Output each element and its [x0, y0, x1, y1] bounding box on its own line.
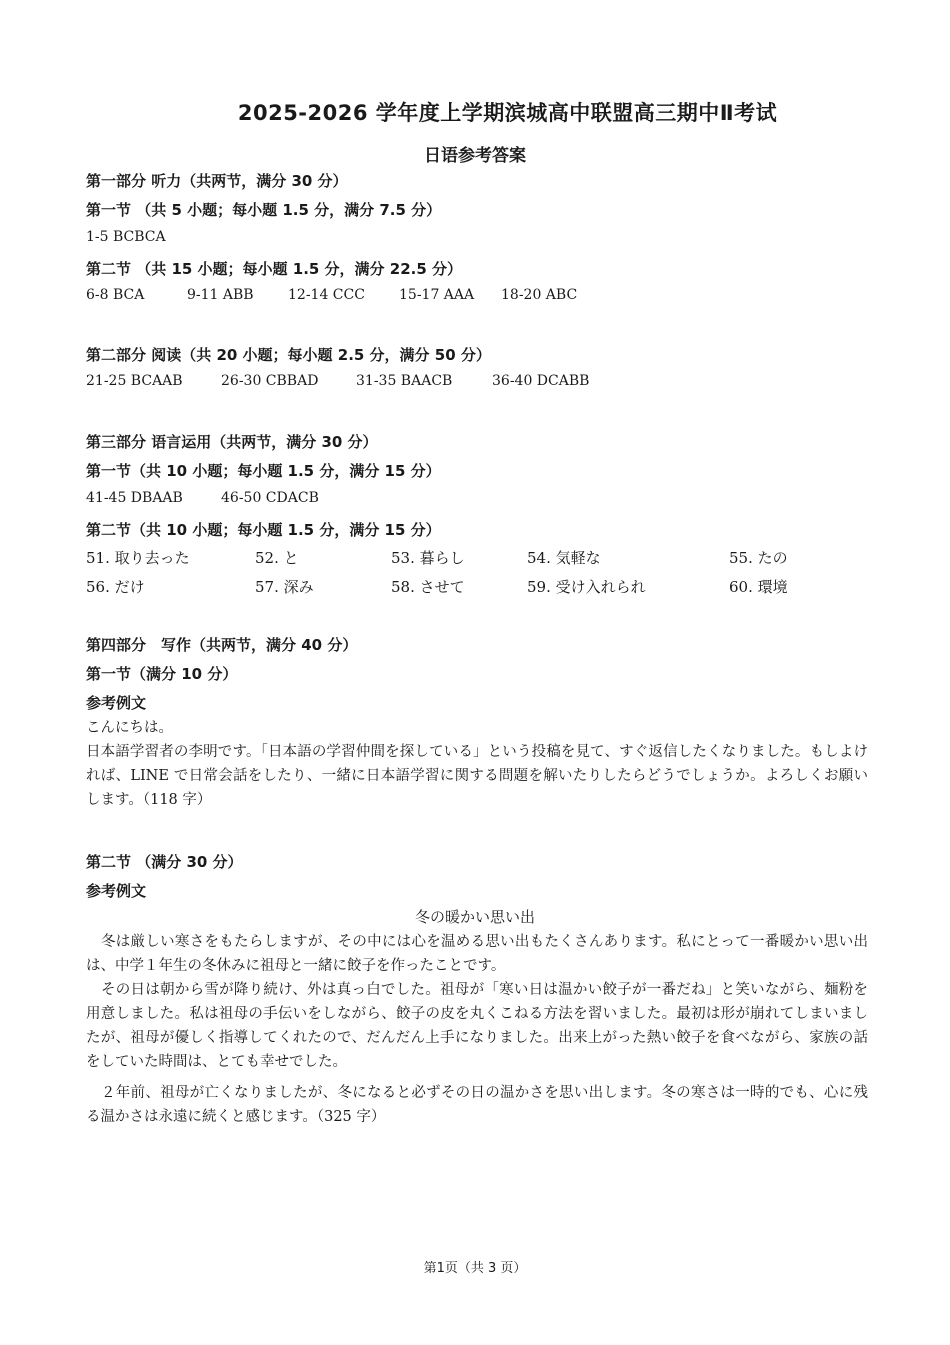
part2-answer: 26-30 CBBAD — [221, 373, 319, 389]
part4-heading: 第四部分 写作（共两节，满分 40 分） — [86, 636, 358, 654]
part3-sec2-heading: 第二节（共 10 小题；每小题 1.5 分，满分 15 分） — [86, 521, 441, 539]
part3-sec2-answer: 54. 気軽な — [527, 549, 601, 567]
page-subtitle: 日语参考答案 — [424, 146, 526, 166]
part4-sec1-body: 日本語学習者の李明です。「日本語の学習仲間を探している」という投稿を見て、すぐ返信したくなりました。もしよければ、LINE で日常会話をしたり、一緒に日本語学習に関する問題を解いたりしたらどうでしょうか。よろしくお願いします。（118 字） — [86, 744, 868, 808]
part1-sec2-answer: 15-17 AAA — [399, 287, 475, 303]
part3-sec2-answer: 55. たの — [729, 549, 788, 567]
part3-sec1-answer: 46-50 CDACB — [221, 490, 319, 506]
essay-paragraph: その日は朝から雪が降り続け、外は真っ白でした。祖母が「寒い日は温かい餃子が一番だね」と笑いながら、麺粉を用意しました。私は祖母の手伝いをしながら、餃子の皮を丸くこねる方法を習いました。最初は形が崩れてしまいましたが、祖母が優しく指導してくれたので、だんだん上手になりました。出来上がった熱い餃子を食べながら、家族の話をしていた時間は、とても幸せでした。 — [86, 982, 868, 1070]
page-title: 2025-2026 学年度上学期滨城高中联盟高三期中Ⅱ考试 — [237, 101, 778, 125]
part3-sec2-answer: 58. させて — [391, 578, 465, 596]
part1-sec2-answer: 18-20 ABC — [501, 287, 578, 303]
part3-sec2-answer: 53. 暮らし — [391, 549, 465, 567]
part3-sec2-answer: 59. 受け入れられ — [527, 578, 646, 596]
essay-paragraph: 冬は厳しい寒さをもたらしますが、その中には心を温める思い出もたくさんあります。私にとって一番暖かい思い出は、中学１年生の冬休みに祖母と一緒に餃子を作ったことです。 — [86, 934, 868, 974]
essay-paragraph: ２年前、祖母が亡くなりましたが、冬になると必ずその日の温かさを思い出します。冬の寒さは一時的でも、心に残る温かさは永遠に続くと感じます。（325 字） — [86, 1085, 868, 1125]
part3-sec2-answer: 60. 環境 — [729, 578, 788, 596]
page-footer: 第1页（共 3 页） — [423, 1261, 527, 1276]
part1-sec2-answer: 9-11 ABB — [187, 287, 254, 303]
essay-title: 冬の暖かい思い出 — [414, 908, 535, 926]
part3-heading: 第三部分 语言运用（共两节，满分 30 分） — [86, 433, 378, 451]
part2-answer: 36-40 DCABB — [492, 373, 590, 389]
part1-sec2-answer: 6-8 BCA — [86, 287, 145, 303]
part1-sec2-answer: 12-14 CCC — [288, 287, 365, 303]
part4-sec2-heading: 第二节 （满分 30 分） — [86, 853, 243, 871]
part3-sec2-answer: 56. だけ — [86, 578, 145, 596]
part2-heading: 第二部分 阅读（共 20 小题；每小题 2.5 分，满分 50 分） — [86, 346, 491, 364]
part2-answer: 21-25 BCAAB — [86, 373, 183, 389]
part1-sec1-answer: 1-5 BCBCA — [86, 229, 166, 245]
part4-sec1-heading: 第一节（满分 10 分） — [86, 665, 238, 683]
part1-heading: 第一部分 听力（共两节，满分 30 分） — [86, 172, 348, 190]
part4-sec1-greeting: こんにちは。 — [86, 720, 173, 736]
part3-sec1-answer: 41-45 DBAAB — [86, 490, 183, 506]
part1-sec1-heading: 第一节 （共 5 小题；每小题 1.5 分，满分 7.5 分） — [86, 201, 442, 219]
part1-sec2-heading: 第二节 （共 15 小题；每小题 1.5 分，满分 22.5 分） — [86, 260, 463, 278]
part3-sec2-answer: 51. 取り去った — [86, 549, 190, 567]
part3-sec2-answer: 52. と — [255, 549, 299, 567]
part2-answer: 31-35 BAACB — [356, 373, 453, 389]
part3-sec1-heading: 第一节（共 10 小题；每小题 1.5 分，满分 15 分） — [86, 462, 441, 480]
part4-sec2-sample-label: 参考例文 — [86, 882, 147, 900]
part4-sec1-sample-label: 参考例文 — [86, 694, 147, 712]
part3-sec2-answer: 57. 深み — [255, 578, 314, 596]
